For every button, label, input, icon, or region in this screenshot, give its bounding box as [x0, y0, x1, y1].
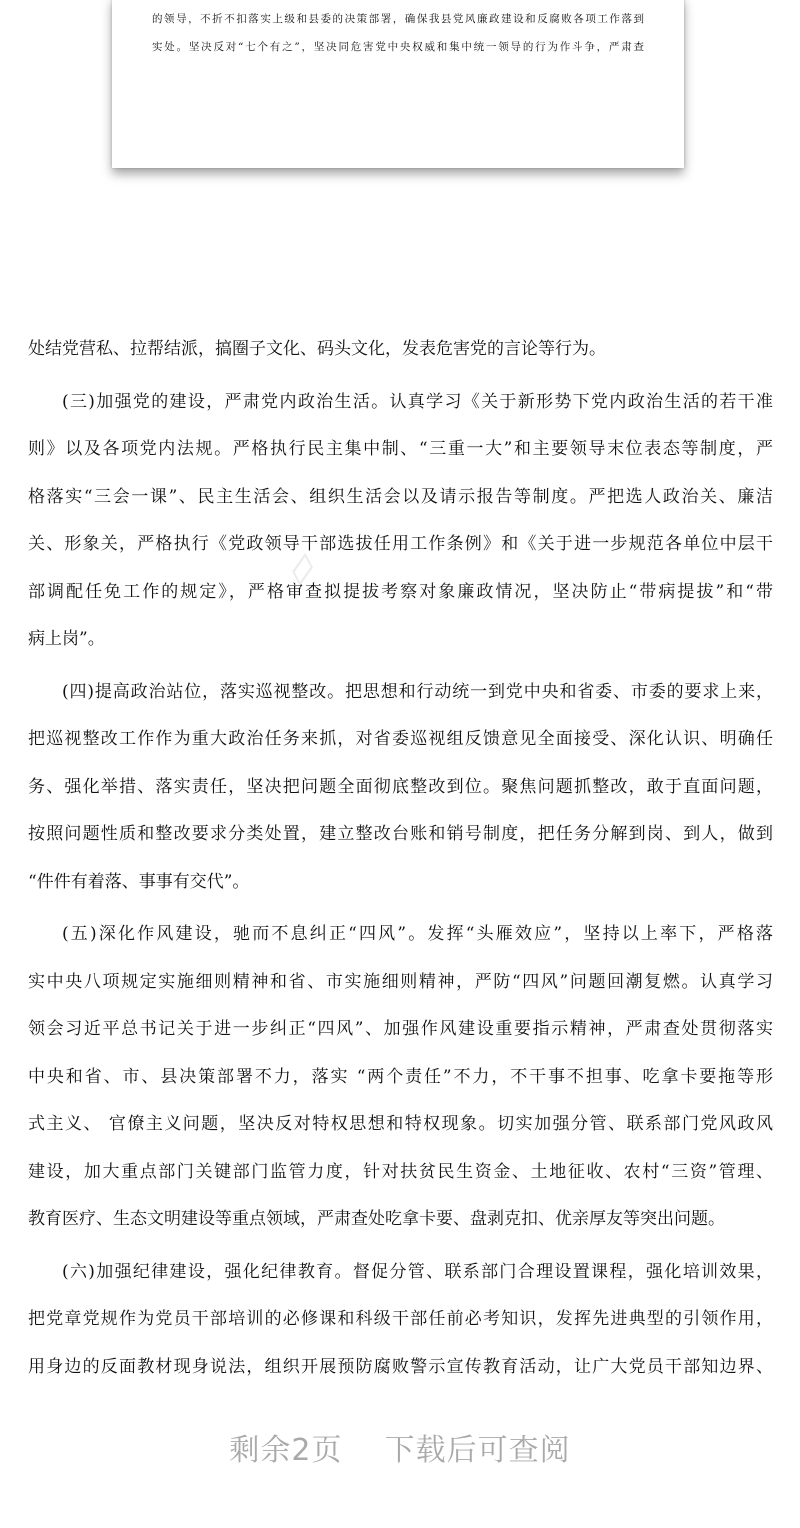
text-line: 按照问题性质和整改要求分类处置，建立整改台账和销号制度，把任务分解到岗、到人，做到 — [28, 824, 773, 844]
text-line: 务、强化举措、落实责任，坚决把问题全面彻底整改到位。聚焦问题抓整改，敢于直面问题， — [28, 776, 773, 797]
text-line: 中央和省、市、县决策部署不力，落实 “两个责任”不力，不干事不担事、吃拿卡要拖等形 — [28, 1066, 773, 1087]
download-hint[interactable] — [0, 1425, 800, 1469]
text-line: 病上岗”。 — [28, 629, 105, 649]
text-line: 式主义、 官僚主义问题，坚决反对特权思想和特权现象。切实加强分管、联系部门党风政风 — [28, 1114, 773, 1134]
paragraph — [28, 379, 773, 664]
download-to-view: 下载后可查阅 — [384, 1433, 571, 1468]
text-line: 领会习近平总书记关于进一步纠正“四风”、加强作风建设重要指示精神，严肃查处贯彻落实 — [28, 1019, 773, 1039]
paragraph — [28, 326, 773, 374]
watermark: ▱ — [272, 542, 329, 594]
preview-page-card — [112, 0, 684, 168]
paragraph — [28, 1249, 773, 1392]
text-line: (四)提高政治站位，落实巡视整改。把思想和行动统一到党中央和省委、市委的要求上来， — [62, 681, 773, 702]
remaining-pages: 剩余2页 — [229, 1433, 343, 1468]
card-text-line: 实处。坚决反对“七个有之”，坚决同危害党中央权威和集中统一领导的行为作斗争，严肃查 — [152, 41, 644, 53]
text-line: 处结党营私、拉帮结派，搞圈子文化、码头文化，发表危害党的言论等行为。 — [28, 339, 606, 359]
text-line: 关、形象关，严格执行《党政领导干部选拔任用工作条例》和《关于进一步规范各单位中层干 — [28, 534, 773, 554]
text-line: 实中央八项规定实施细则精神和省、市实施细则精神，严防“四风”问题回潮复燃。认真学习 — [28, 971, 773, 992]
card-text-line: 的领导，不折不扣落实上级和县委的决策部署，确保我县党风廉政建设和反腐败各项工作落到 — [152, 13, 644, 25]
text-line: 教育医疗、生态文明建设等重点领域，严肃查处吃拿卡要、盘剥克扣、优亲厚友等突出问题。 — [28, 1209, 725, 1229]
text-line: 部调配任免工作的规定》，严格审查拟提拔考察对象廉政情况，坚决防止“带病提拔”和“带 — [28, 581, 773, 602]
document-body — [28, 326, 773, 1396]
text-line: “件件有着落、事事有交代”。 — [28, 871, 250, 892]
text-line: 则》以及各项党内法规。严格执行民主集中制、“三重一大”和主要领导末位表态等制度，严 — [28, 439, 773, 459]
text-line: 格落实“三会一课”、民主生活会、组织生活会以及请示报告等制度。严把选人政治关、廉洁 — [28, 486, 773, 507]
text-line: (三)加强党的建设，严肃党内政治生活。认真学习《关于新形势下党内政治生活的若干准 — [62, 391, 773, 412]
text-line: 把党章党规作为党员干部培训的必修课和科级干部任前必考知识，发挥先进典型的引领作用， — [28, 1309, 773, 1329]
text-line: (五)深化作风建设，驰而不息纠正“四风”。发挥“头雁效应”，坚持以上率下，严格落 — [62, 924, 773, 944]
text-line: (六)加强纪律建设，强化纪律教育。督促分管、联系部门合理设置课程，强化培训效果， — [62, 1261, 773, 1282]
paragraph — [28, 911, 773, 1244]
text-line: 建设，加大重点部门关键部门监管力度，针对扶贫民生资金、土地征收、农村“三资”管理、 — [28, 1161, 773, 1182]
paragraph — [28, 669, 773, 907]
text-line: 把巡视整改工作作为重大政治任务来抓，对省委巡视组反馈意见全面接受、深化认识、明确任 — [28, 729, 773, 749]
text-line: 用身边的反面教材现身说法，组织开展预防腐败警示宣传教育活动，让广大党员干部知边界、 — [28, 1356, 773, 1377]
